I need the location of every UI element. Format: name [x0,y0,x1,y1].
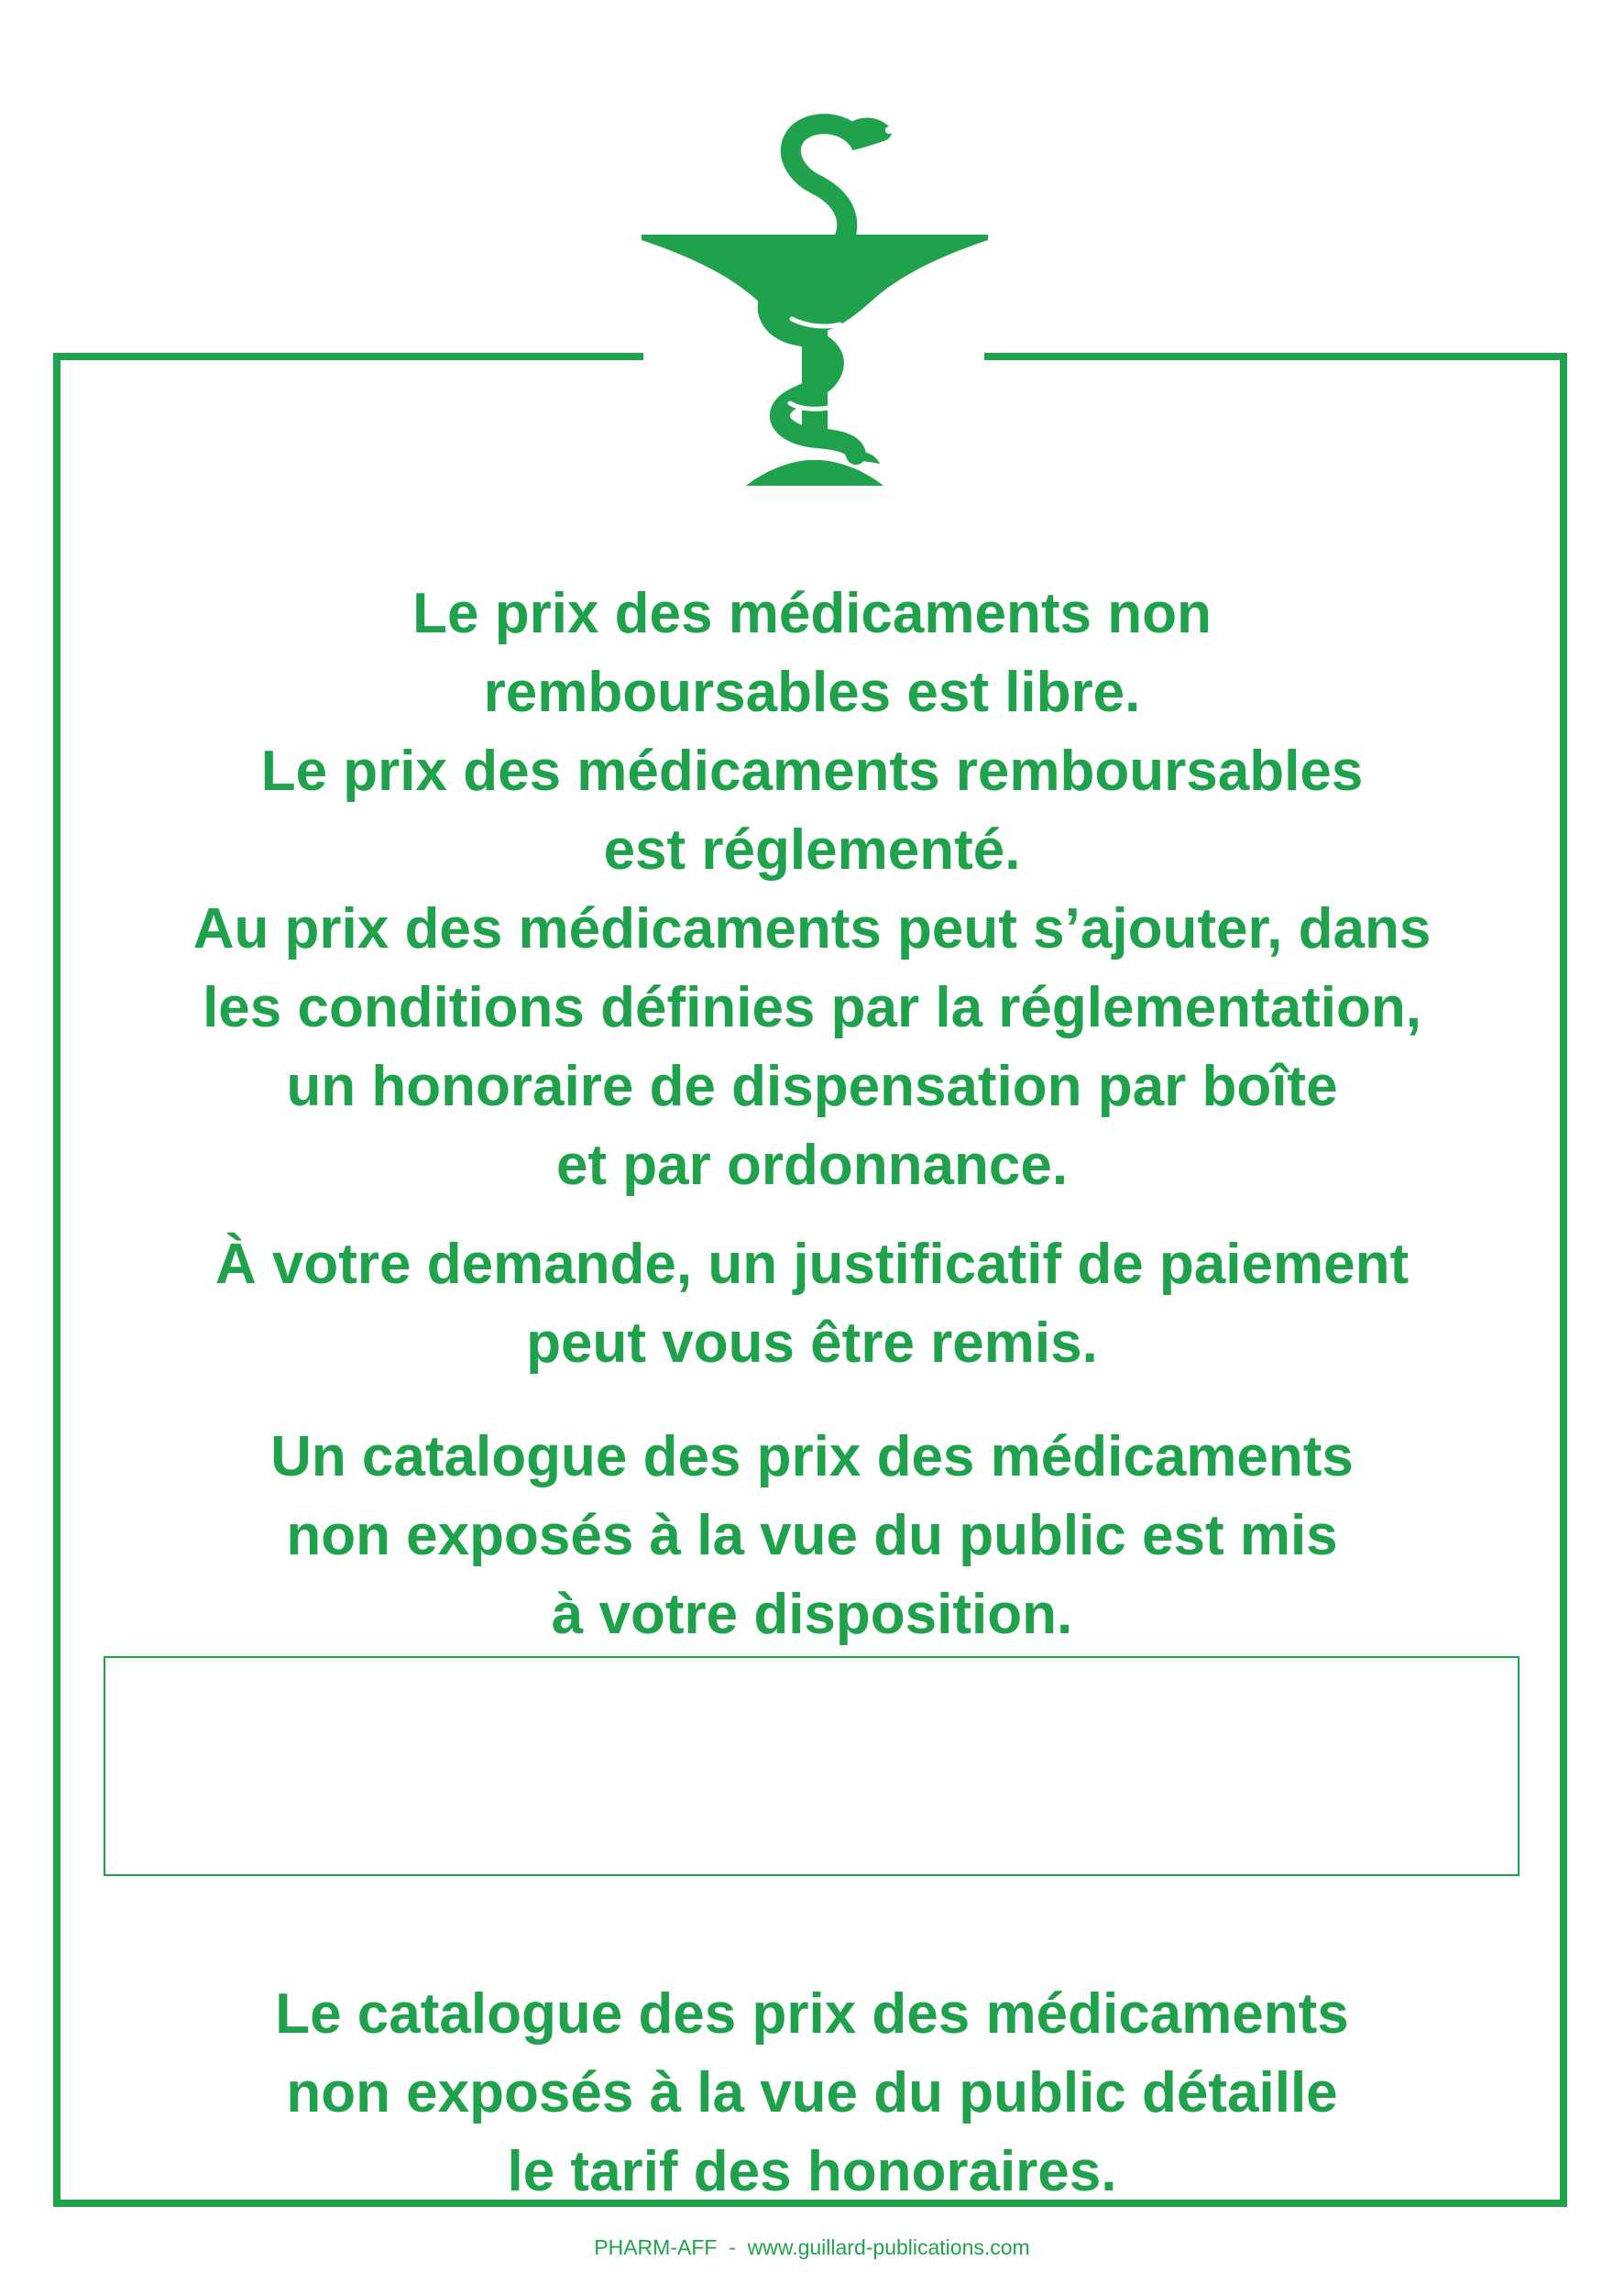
notice-line: remboursables est libre. [483,661,1141,724]
notice-line: peut vous être remis. [526,1312,1098,1375]
notice-line: Au prix des médicaments peut s’ajouter, dans [192,897,1432,960]
notice-line: Le prix des médicaments non [412,582,1212,645]
notice-block-fees [73,1975,1551,2212]
notice-line: est réglementé. [603,818,1021,882]
notice-line: non exposés à la vue du public détaille [286,2061,1338,2124]
notice-line: les conditions définies par la réglementation, [203,976,1421,1039]
notice-line: le tarif des honoraires. [507,2140,1117,2203]
notice-block-catalogue [73,1418,1551,1654]
blank-info-box [104,1656,1520,1876]
notice-block-receipt [73,1225,1551,1383]
notice-line: Le prix des médicaments remboursables [260,740,1364,803]
notice-line: et par ordonnance. [555,1134,1069,1197]
notice-line: à votre disposition. [551,1583,1073,1646]
bowl-of-hygieia-icon [636,101,993,495]
notice-block-pricing [73,575,1551,1205]
notice-line: Un catalogue des prix des médicaments [270,1425,1354,1488]
notice-line: À votre demande, un justificatif de paiement [214,1233,1410,1296]
notice-line: non exposés à la vue du public est mis [286,1504,1338,1567]
notice-line: Le catalogue des prix des médicaments [275,1982,1349,2046]
footer-reference: PHARM-AFF - www.guillard-publications.com [594,2235,1030,2259]
notice-line: un honoraire de dispensation par boîte [286,1055,1338,1118]
